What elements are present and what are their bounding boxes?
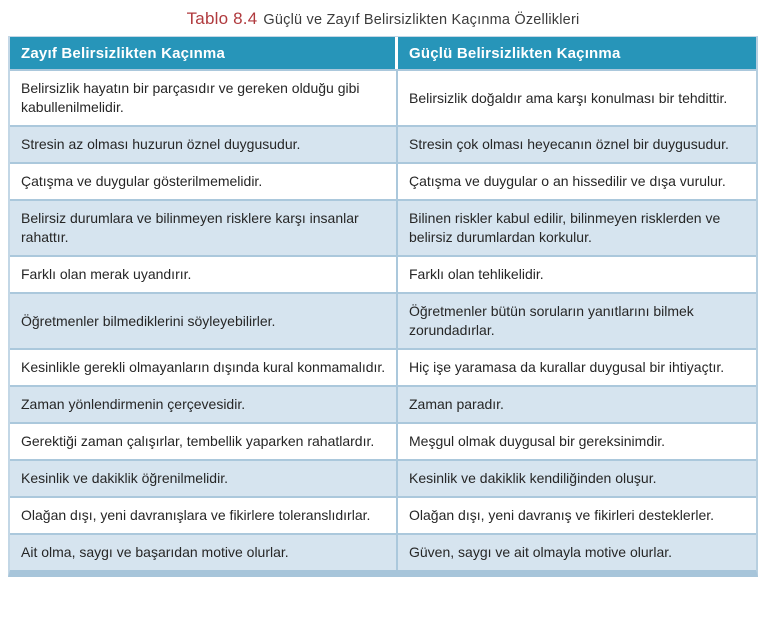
table-row: [10, 459, 756, 496]
table-cell: Belirsiz durumlara ve bilinmeyen risklere karşı insanlar rahattır.: [10, 199, 398, 255]
table-cell: Stresin çok olması heyecanın öznel bir duygusudur.: [398, 125, 756, 162]
table-row: [10, 125, 756, 162]
table-row: [10, 422, 756, 459]
table-row: [10, 162, 756, 199]
table-cell: Hiç işe yaramasa da kurallar duygusal bir ihtiyaçtır.: [398, 348, 756, 385]
table-cell: Zaman yönlendirmenin çerçevesidir.: [10, 385, 398, 422]
table-cell: Kesinlik ve dakiklik kendiliğinden oluşur.: [398, 459, 756, 496]
table-number: Tablo 8.4: [186, 9, 258, 28]
table-cell: Zaman paradır.: [398, 385, 756, 422]
table-cell: Farklı olan merak uyandırır.: [10, 255, 398, 292]
table-cell: Bilinen riskler kabul edilir, bilinmeyen risklerden ve belirsiz durumlardan korkulur.: [398, 199, 756, 255]
table-cell: Stresin az olması huzurun öznel duygusudur.: [10, 125, 398, 162]
table-row: [10, 69, 756, 125]
table-caption: [0, 0, 766, 36]
table-cell: Meşgul olmak duygusal bir gereksinimdir.: [398, 422, 756, 459]
table-row: [10, 348, 756, 385]
table-row: [10, 199, 756, 255]
table-cell: Gerektiği zaman çalışırlar, tembellik yaparken rahatlardır.: [10, 422, 398, 459]
table-row: [10, 533, 756, 570]
table-row: [10, 292, 756, 348]
table-cell: Ait olma, saygı ve başarıdan motive olurlar.: [10, 533, 398, 570]
column-header-weak-uncertainty-avoidance: Zayıf Belirsizlikten Kaçınma: [10, 37, 398, 69]
table-row: [10, 385, 756, 422]
table-cell: Kesinlik ve dakiklik öğrenilmelidir.: [10, 459, 398, 496]
table-row: [10, 496, 756, 533]
table-cell: Öğretmenler bilmediklerini söyleyebilirler.: [10, 292, 398, 348]
table-cell: Öğretmenler bütün soruların yanıtlarını bilmek zorundadırlar.: [398, 292, 756, 348]
header-row: [10, 37, 756, 69]
uncertainty-avoidance-table: [8, 36, 758, 577]
table-cell: Güven, saygı ve ait olmayla motive olurlar.: [398, 533, 756, 570]
table-cell: Belirsizlik doğaldır ama karşı konulması bir tehdittir.: [398, 69, 756, 125]
table-cell: Çatışma ve duygular o an hissedilir ve dışa vurulur.: [398, 162, 756, 199]
caption-text: Güçlü ve Zayıf Belirsizlikten Kaçınma Özellikleri: [263, 12, 580, 28]
table-cell: Olağan dışı, yeni davranışlara ve fikirlere toleranslıdırlar.: [10, 496, 398, 533]
table-body: [10, 69, 756, 570]
table-cell: Farklı olan tehlikelidir.: [398, 255, 756, 292]
table-cell: Kesinlikle gerekli olmayanların dışında kural konmamalıdır.: [10, 348, 398, 385]
table-cell: Olağan dışı, yeni davranış ve fikirleri desteklerler.: [398, 496, 756, 533]
table-cell: Çatışma ve duygular gösterilmemelidir.: [10, 162, 398, 199]
table-row: [10, 255, 756, 292]
table-cell: Belirsizlik hayatın bir parçasıdır ve gereken olduğu gibi kabullenilmelidir.: [10, 69, 398, 125]
column-header-strong-uncertainty-avoidance: Güçlü Belirsizlikten Kaçınma: [398, 37, 756, 69]
